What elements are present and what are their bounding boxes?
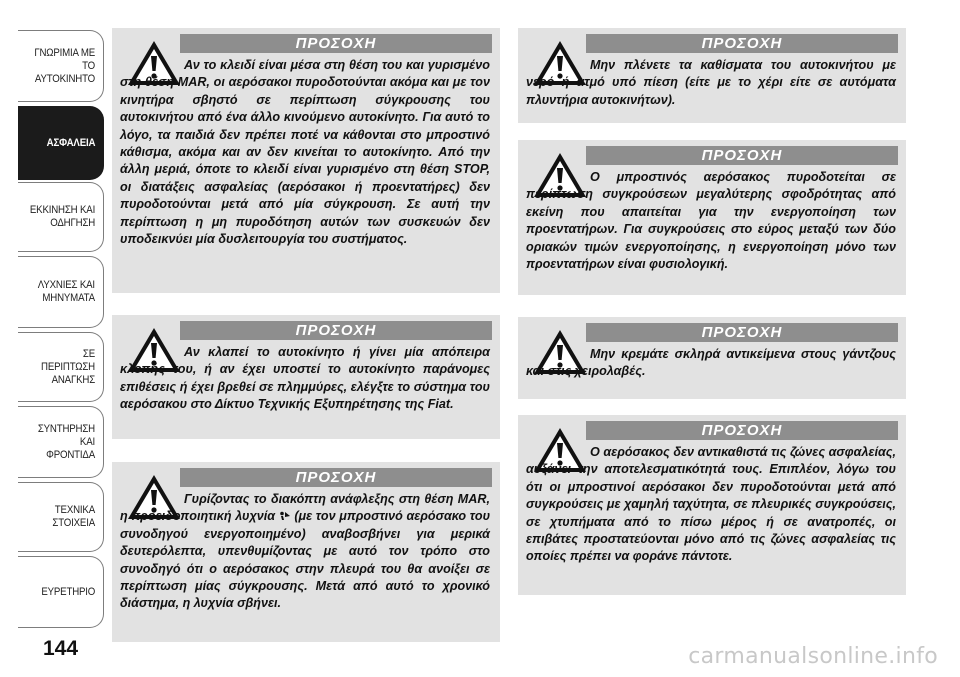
tab-technical-data[interactable]: ΤΕΧΝΙΚΑ ΣΤΟΙΧΕΙΑ [18, 482, 104, 552]
warning-box-seat-belts [518, 415, 906, 595]
warning-box-hooks [518, 317, 906, 399]
tab-index[interactable]: ΕΥΡΕΤΗΡΙΟ [18, 556, 104, 628]
warning-title: ΠΡΟΣΟΧΗ [586, 34, 898, 53]
tab-starting-driving[interactable]: ΕΚΚΙΝΗΣΗ ΚΑΙ ΟΔΗΓΗΣΗ [18, 182, 104, 252]
warning-title: ΠΡΟΣΟΧΗ [180, 468, 492, 487]
warning-title: ΠΡΟΣΟΧΗ [586, 146, 898, 165]
page-number: 144 [43, 637, 79, 660]
tab-maintenance[interactable]: ΣΥΝΤΗΡΗΣΗ ΚΑΙ ΦΡΟΝΤΙΔΑ [18, 406, 104, 478]
warning-box-key-position [112, 28, 500, 293]
warning-box-front-airbag [518, 140, 906, 295]
warning-box-seat-washing [518, 28, 906, 123]
warning-text: Αν το κλειδί είναι μέσα στη θέση του και γυρισμένο στη θέση MAR, οι αερόσακοι πυροδοτούνται ακόμα και με τον κινητήρα σβηστό σε περίπτωση σύγκρουσης του αυτοκινήτου από ένα άλλο κινούμενο αυτοκίνητο. Για αυτό το λόγο, τα παιδιά δεν πρέπει ποτέ να κάθονται στο μπροστινό κάθισμα, ακόμα και αν δεν κινείται το αυτοκίνητο. Από την άλλη μεριά, όποτε το κλειδί είναι γυρισμένο στη θέση STOP, οι διατάξεις ασφαλείας (αερόσακοι ή προεντατήρες) δεν πυροδοτούνται μετά από μία σύγκρουση. Σε αυτή την περίπτωση η μη πυροδότηση αυτών των συσκευών δεν υποδεικνύει μία δυσλειτουργία του συστήματος. [120, 58, 490, 247]
warning-text: Μην πλένετε τα καθίσματα του αυτοκινήτου με νερό ή ατμό υπό πίεση (είτε με το χέρι είτε σε αυτόματα πλυντήρια αυτοκινήτων). [526, 58, 896, 107]
warning-text: Μην κρεμάτε σκληρά αντικείμενα στους γάντζους και στις χειρολαβές. [526, 347, 896, 379]
tab-intro[interactable]: ΓΝΩΡΙΜΙΑ ΜΕ ΤΟ ΑΥΤΟΚΙΝΗΤΟ [18, 30, 104, 102]
warning-text: Ο αερόσακος δεν αντικαθιστά τις ζώνες ασφαλείας, αυξάνει την αποτελεσματικότητά τους. Επιπλέον, λόγω του ότι οι μπροστινοί αερόσακοι δεν πυροδοτούνται μετά από συγκρούσεις με χαμηλή ταχύτητα, σε πλευρικές συγκρούσεις, σε χτυπήματα από το πίσω μέρος ή σε ανατροπές, οι επιβάτες προστατεύονται μόνο από τις ζώνες ασφαλείας τις οποίες πρέπει να φοράνε πάντοτε. [526, 445, 896, 564]
tab-emergency[interactable]: ΣΕ ΠΕΡΙΠΤΩΣΗ ΑΝΑΓΚΗΣ [18, 332, 104, 402]
watermark: carmanualsonline.info [688, 644, 938, 669]
warning-title: ΠΡΟΣΟΧΗ [586, 421, 898, 440]
warning-box-theft [112, 315, 500, 439]
warning-title: ΠΡΟΣΟΧΗ [180, 321, 492, 340]
warning-box-warning-lamp [112, 462, 500, 642]
warning-title: ΠΡΟΣΟΧΗ [586, 323, 898, 342]
warning-text: Γυρίζοντας το διακόπτη ανάφλεξης στη θέση MAR, η προειδοποιητική λυχνία (με τον μπροστινό αερόσακο του συνοδηγού ενεργοποιημένο) αναβοσβήνει για μερικά δευτερόλεπτα, υπενθυμίζοντας με αυτό τον τρόπο στο συνοδηγό ότι ο αερόσακος στην πλευρά του θα ανοίξει σε περίπτωση μίας σύγκρουσης. Μετά από αυτό το χρονικό διάστημα, η λυχνία σβήνει. [120, 492, 491, 611]
tab-lights-messages[interactable]: ΛΥΧΝΙΕΣ ΚΑΙ ΜΗΝΥΜΑΤΑ [18, 256, 104, 328]
tab-safety[interactable]: ΑΣΦΑΛΕΙΑ [18, 106, 104, 180]
warning-text: Αν κλαπεί το αυτοκίνητο ή γίνει μία απόπειρα κλοπής του, ή αν έχει υποστεί το αυτοκίνητο παράνομες επιθέσεις ή έχει βρεθεί σε πλημμύρες, ελέγξτε το σύστημα του αερόσακου στο Δίκτυο Τεχνικής Εξυπηρέτησης της Fiat. [120, 345, 490, 412]
warning-text: Ο μπροστινός αερόσακος πυροδοτείται σε περίπτωση συγκρούσεων μεγαλύτερης σφοδρότητας από εκείνη που απαιτείται για την ενεργοποίηση των προεντατήρων. Για συγκρούσεις στο εύρος μεταξύ των δύο οριακών τιμών ενεργοποίησης, η ενεργοποίηση μόνο των προεντατήρων είναι φυσιολογική. [526, 170, 896, 272]
warning-title: ΠΡΟΣΟΧΗ [180, 34, 492, 53]
airbag-warning-lamp-icon [279, 511, 291, 521]
